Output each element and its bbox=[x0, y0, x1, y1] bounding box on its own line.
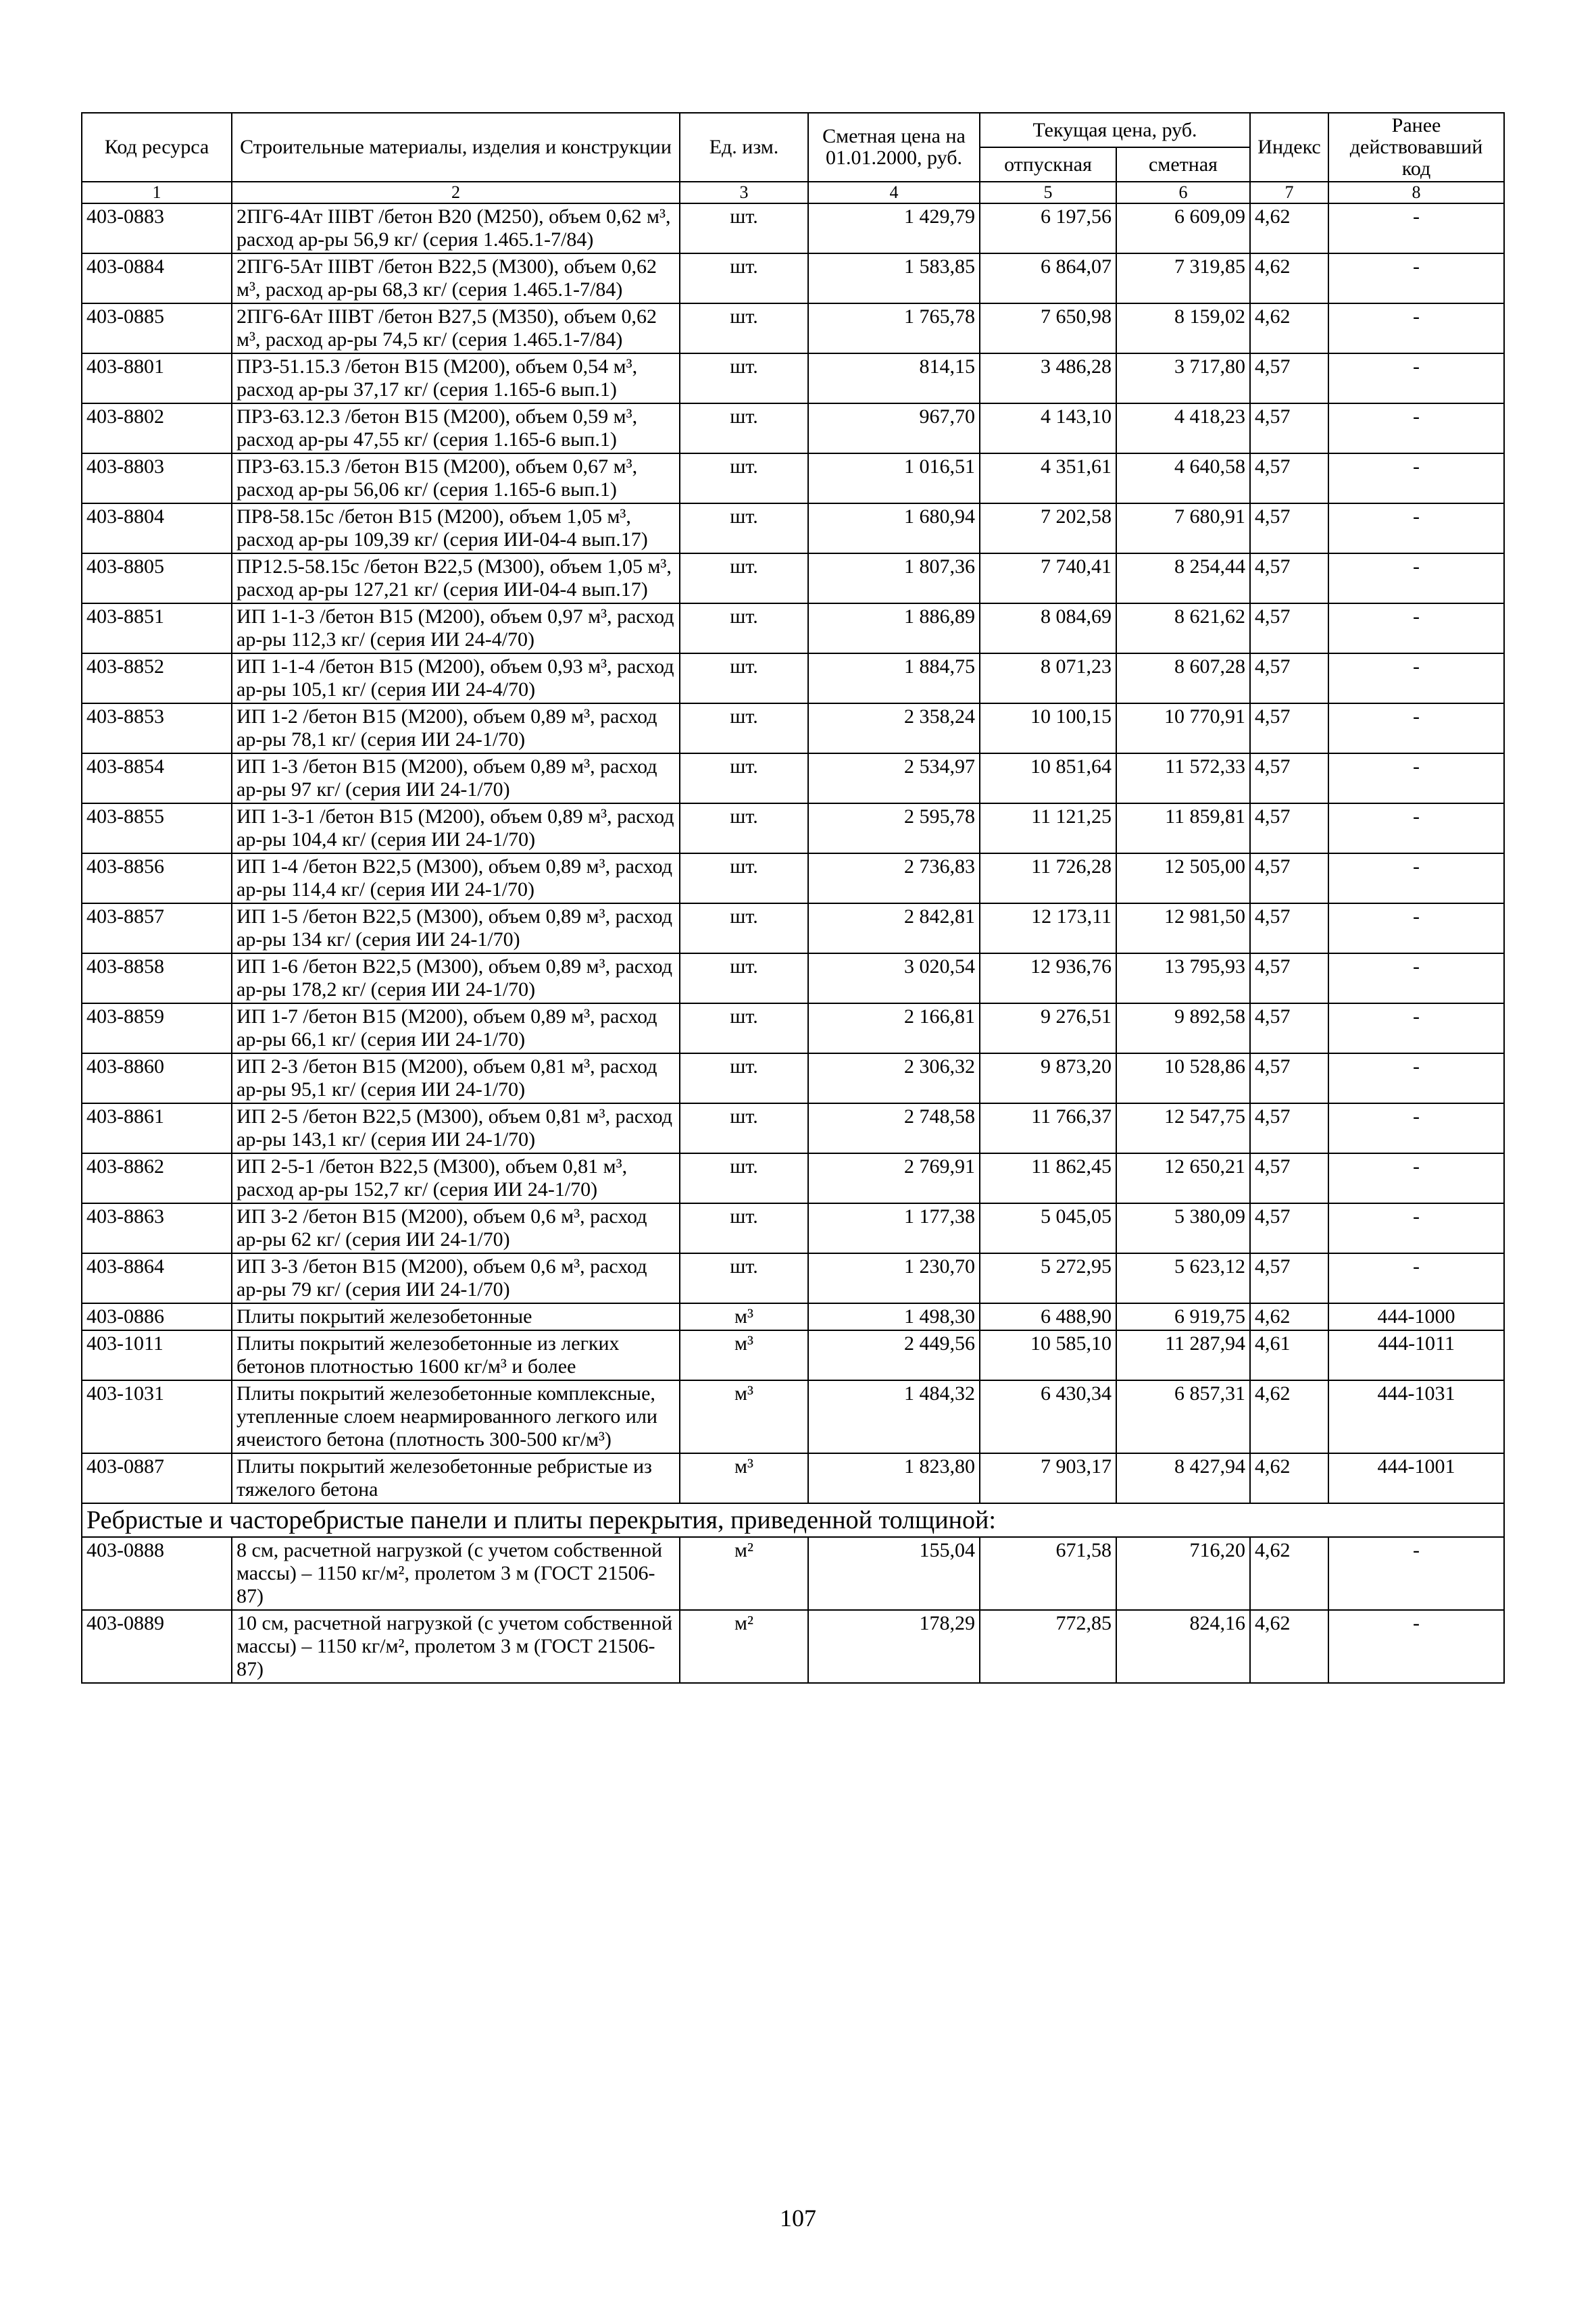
previous-code: - bbox=[1328, 603, 1504, 653]
material-name: Плиты покрытий железобетонные из легких бетонов плотностью 1600 кг/м³ и более bbox=[232, 1330, 680, 1380]
header-index: Индекс bbox=[1250, 113, 1328, 182]
sell-price: 671,58 bbox=[980, 1537, 1116, 1610]
resource-code: 403-0888 bbox=[82, 1537, 232, 1610]
price-index: 4,57 bbox=[1250, 1103, 1328, 1153]
previous-code: 444-1000 bbox=[1328, 1303, 1504, 1330]
previous-code: - bbox=[1328, 1537, 1504, 1610]
sell-price: 7 740,41 bbox=[980, 553, 1116, 603]
column-number: 8 bbox=[1328, 182, 1504, 203]
table-row bbox=[82, 803, 1504, 853]
unit: шт. bbox=[680, 803, 808, 853]
material-name: ПР3-51.15.3 /бетон В15 (М200), объем 0,54 м³, расход ар-ры 37,17 кг/ (серия 1.165-6 вып.1) bbox=[232, 353, 680, 403]
sell-price: 10 585,10 bbox=[980, 1330, 1116, 1380]
resource-code: 403-8861 bbox=[82, 1103, 232, 1153]
resource-code: 403-8863 bbox=[82, 1203, 232, 1253]
estimate-price: 8 607,28 bbox=[1116, 653, 1250, 703]
previous-code: - bbox=[1328, 753, 1504, 803]
unit: м² bbox=[680, 1537, 808, 1610]
base-price: 967,70 bbox=[808, 403, 980, 453]
material-name: ИП 2-5-1 /бетон В22,5 (М300), объем 0,81 м³, расход ар-ры 152,7 кг/ (серия ИИ 24-1/70) bbox=[232, 1153, 680, 1203]
resource-code: 403-8804 bbox=[82, 503, 232, 553]
table-row bbox=[82, 1103, 1504, 1153]
estimate-price: 10 770,91 bbox=[1116, 703, 1250, 753]
unit: м³ bbox=[680, 1380, 808, 1453]
unit: шт. bbox=[680, 403, 808, 453]
sell-price: 10 851,64 bbox=[980, 753, 1116, 803]
estimate-price: 5 623,12 bbox=[1116, 1253, 1250, 1303]
estimate-price: 11 572,33 bbox=[1116, 753, 1250, 803]
sell-price: 8 084,69 bbox=[980, 603, 1116, 653]
estimate-price: 6 919,75 bbox=[1116, 1303, 1250, 1330]
estimate-price: 4 640,58 bbox=[1116, 453, 1250, 503]
header-estimate-price: сметная bbox=[1116, 147, 1250, 182]
base-price: 3 020,54 bbox=[808, 953, 980, 1003]
estimate-price: 7 319,85 bbox=[1116, 253, 1250, 303]
sell-price: 7 202,58 bbox=[980, 503, 1116, 553]
unit: шт. bbox=[680, 353, 808, 403]
estimate-price: 8 159,02 bbox=[1116, 303, 1250, 353]
estimate-price: 12 505,00 bbox=[1116, 853, 1250, 903]
base-price: 2 534,97 bbox=[808, 753, 980, 803]
unit: шт. bbox=[680, 453, 808, 503]
header-current-price: Текущая цена, руб. bbox=[980, 113, 1250, 147]
material-name: ИП 1-2 /бетон В15 (М200), объем 0,89 м³, расход ар-ры 78,1 кг/ (серия ИИ 24-1/70) bbox=[232, 703, 680, 753]
resource-code: 403-8855 bbox=[82, 803, 232, 853]
base-price: 2 166,81 bbox=[808, 1003, 980, 1053]
material-name: ИП 1-5 /бетон В22,5 (М300), объем 0,89 м³, расход ар-ры 134 кг/ (серия ИИ 24-1/70) bbox=[232, 903, 680, 953]
previous-code: 444-1031 bbox=[1328, 1380, 1504, 1453]
previous-code: - bbox=[1328, 253, 1504, 303]
base-price: 1 765,78 bbox=[808, 303, 980, 353]
base-price: 1 886,89 bbox=[808, 603, 980, 653]
base-price: 1 484,32 bbox=[808, 1380, 980, 1453]
base-price: 2 358,24 bbox=[808, 703, 980, 753]
material-name: ИП 1-1-4 /бетон В15 (М200), объем 0,93 м³, расход ар-ры 105,1 кг/ (серия ИИ 24-4/70) bbox=[232, 653, 680, 703]
sell-price: 7 650,98 bbox=[980, 303, 1116, 353]
previous-code: - bbox=[1328, 1153, 1504, 1203]
material-name: ИП 1-4 /бетон В22,5 (М300), объем 0,89 м³, расход ар-ры 114,4 кг/ (серия ИИ 24-1/70) bbox=[232, 853, 680, 903]
table-body-section bbox=[82, 1537, 1504, 1683]
estimate-price: 12 547,75 bbox=[1116, 1103, 1250, 1153]
material-name: 2ПГ6-4Ат IIIВТ /бетон В20 (М250), объем 0,62 м³, расход ар-ры 56,9 кг/ (серия 1.465.1-7/84) bbox=[232, 203, 680, 253]
table-row bbox=[82, 903, 1504, 953]
unit: шт. bbox=[680, 1053, 808, 1103]
sell-price: 3 486,28 bbox=[980, 353, 1116, 403]
base-price: 1 884,75 bbox=[808, 653, 980, 703]
table-row bbox=[82, 1153, 1504, 1203]
previous-code: - bbox=[1328, 553, 1504, 603]
previous-code: - bbox=[1328, 1003, 1504, 1053]
estimate-price: 8 254,44 bbox=[1116, 553, 1250, 603]
table-row bbox=[82, 753, 1504, 803]
previous-code: - bbox=[1328, 503, 1504, 553]
base-price: 2 595,78 bbox=[808, 803, 980, 853]
table-row bbox=[82, 253, 1504, 303]
header-resource-code: Код ресурса bbox=[82, 113, 232, 182]
table-row bbox=[82, 1003, 1504, 1053]
estimate-price: 7 680,91 bbox=[1116, 503, 1250, 553]
price-index: 4,57 bbox=[1250, 953, 1328, 1003]
resource-code: 403-8856 bbox=[82, 853, 232, 903]
unit: шт. bbox=[680, 653, 808, 703]
material-name: ИП 1-1-3 /бетон В15 (М200), объем 0,97 м³, расход ар-ры 112,3 кг/ (серия ИИ 24-4/70) bbox=[232, 603, 680, 653]
price-index: 4,62 bbox=[1250, 1453, 1328, 1503]
column-number-row bbox=[82, 182, 1504, 203]
material-name: ИП 3-3 /бетон В15 (М200), объем 0,6 м³, расход ар-ры 79 кг/ (серия ИИ 24-1/70) bbox=[232, 1253, 680, 1303]
base-price: 1 583,85 bbox=[808, 253, 980, 303]
estimate-price: 6 609,09 bbox=[1116, 203, 1250, 253]
price-index: 4,62 bbox=[1250, 1380, 1328, 1453]
resource-code: 403-8858 bbox=[82, 953, 232, 1003]
resource-code: 403-8851 bbox=[82, 603, 232, 653]
estimate-price: 13 795,93 bbox=[1116, 953, 1250, 1003]
table-row bbox=[82, 1537, 1504, 1610]
resource-code: 403-0883 bbox=[82, 203, 232, 253]
estimate-price: 3 717,80 bbox=[1116, 353, 1250, 403]
base-price: 2 736,83 bbox=[808, 853, 980, 903]
resource-code: 403-8801 bbox=[82, 353, 232, 403]
sell-price: 772,85 bbox=[980, 1610, 1116, 1683]
material-name: Плиты покрытий железобетонные bbox=[232, 1303, 680, 1330]
base-price: 2 748,58 bbox=[808, 1103, 980, 1153]
header-materials: Строительные материалы, изделия и конструкции bbox=[232, 113, 680, 182]
base-price: 1 680,94 bbox=[808, 503, 980, 553]
resource-code: 403-0887 bbox=[82, 1453, 232, 1503]
table-row bbox=[82, 1053, 1504, 1103]
price-index: 4,57 bbox=[1250, 603, 1328, 653]
section-row bbox=[82, 1503, 1504, 1537]
base-price: 2 769,91 bbox=[808, 1153, 980, 1203]
previous-code: - bbox=[1328, 953, 1504, 1003]
previous-code: - bbox=[1328, 1103, 1504, 1153]
unit: шт. bbox=[680, 253, 808, 303]
material-name: Плиты покрытий железобетонные ребристые из тяжелого бетона bbox=[232, 1453, 680, 1503]
estimate-price: 6 857,31 bbox=[1116, 1380, 1250, 1453]
sell-price: 10 100,15 bbox=[980, 703, 1116, 753]
resource-code: 403-8862 bbox=[82, 1153, 232, 1203]
unit: шт. bbox=[680, 1203, 808, 1253]
previous-code: - bbox=[1328, 1253, 1504, 1303]
material-name: ИП 2-3 /бетон В15 (М200), объем 0,81 м³, расход ар-ры 95,1 кг/ (серия ИИ 24-1/70) bbox=[232, 1053, 680, 1103]
table-row bbox=[82, 653, 1504, 703]
column-number: 1 bbox=[82, 182, 232, 203]
header-unit: Ед. изм. bbox=[680, 113, 808, 182]
table-row bbox=[82, 1453, 1504, 1503]
table-row bbox=[82, 1303, 1504, 1330]
estimate-price: 824,16 bbox=[1116, 1610, 1250, 1683]
resource-code: 403-0884 bbox=[82, 253, 232, 303]
price-index: 4,57 bbox=[1250, 653, 1328, 703]
sell-price: 6 197,56 bbox=[980, 203, 1116, 253]
base-price: 2 842,81 bbox=[808, 903, 980, 953]
unit: шт. bbox=[680, 1003, 808, 1053]
sell-price: 6 864,07 bbox=[980, 253, 1116, 303]
table-row bbox=[82, 1610, 1504, 1683]
price-index: 4,62 bbox=[1250, 253, 1328, 303]
price-index: 4,62 bbox=[1250, 203, 1328, 253]
section-block bbox=[82, 1503, 1504, 1537]
header-base-price: Сметная цена на 01.01.2000, руб. bbox=[808, 113, 980, 182]
base-price: 1 177,38 bbox=[808, 1203, 980, 1253]
table-row bbox=[82, 1203, 1504, 1253]
sell-price: 5 045,05 bbox=[980, 1203, 1116, 1253]
base-price: 814,15 bbox=[808, 353, 980, 403]
material-name: 8 см, расчетной нагрузкой (с учетом собственной массы) – 1150 кг/м², пролетом 3 м (ГОСТ 21506-87) bbox=[232, 1537, 680, 1610]
table-row bbox=[82, 503, 1504, 553]
previous-code: - bbox=[1328, 703, 1504, 753]
unit: шт. bbox=[680, 1253, 808, 1303]
table-row bbox=[82, 303, 1504, 353]
price-index: 4,57 bbox=[1250, 503, 1328, 553]
resource-code: 403-0886 bbox=[82, 1303, 232, 1330]
sell-price: 11 766,37 bbox=[980, 1103, 1116, 1153]
resource-code: 403-8864 bbox=[82, 1253, 232, 1303]
material-name: ПР3-63.15.3 /бетон В15 (М200), объем 0,67 м³, расход ар-ры 56,06 кг/ (серия 1.165-6 вып.1) bbox=[232, 453, 680, 503]
price-index: 4,57 bbox=[1250, 1053, 1328, 1103]
resource-code: 403-8857 bbox=[82, 903, 232, 953]
resource-code: 403-1031 bbox=[82, 1380, 232, 1453]
price-index: 4,57 bbox=[1250, 903, 1328, 953]
price-index: 4,62 bbox=[1250, 1303, 1328, 1330]
table-row bbox=[82, 853, 1504, 903]
unit: шт. bbox=[680, 1103, 808, 1153]
price-index: 4,57 bbox=[1250, 1153, 1328, 1203]
material-name: ПР12.5-58.15с /бетон В22,5 (М300), объем 1,05 м³, расход ар-ры 127,21 кг/ (серия ИИ-04-4 вып.17) bbox=[232, 553, 680, 603]
column-number: 6 bbox=[1116, 182, 1250, 203]
price-index: 4,57 bbox=[1250, 553, 1328, 603]
table-row bbox=[82, 203, 1504, 253]
price-table bbox=[81, 112, 1505, 1684]
price-index: 4,57 bbox=[1250, 803, 1328, 853]
resource-code: 403-1011 bbox=[82, 1330, 232, 1380]
sell-price: 5 272,95 bbox=[980, 1253, 1116, 1303]
sell-price: 8 071,23 bbox=[980, 653, 1116, 703]
column-number: 5 bbox=[980, 182, 1116, 203]
material-name: 10 см, расчетной нагрузкой (с учетом собственной массы) – 1150 кг/м², пролетом 3 м (ГОСТ 21506-87) bbox=[232, 1610, 680, 1683]
sell-price: 6 488,90 bbox=[980, 1303, 1116, 1330]
material-name: ИП 1-6 /бетон В22,5 (М300), объем 0,89 м³, расход ар-ры 178,2 кг/ (серия ИИ 24-1/70) bbox=[232, 953, 680, 1003]
price-index: 4,57 bbox=[1250, 753, 1328, 803]
material-name: 2ПГ6-6Ат IIIВТ /бетон В27,5 (М350), объем 0,62 м³, расход ар-ры 74,5 кг/ (серия 1.465.1-7/84) bbox=[232, 303, 680, 353]
base-price: 1 230,70 bbox=[808, 1253, 980, 1303]
table-row bbox=[82, 1330, 1504, 1380]
resource-code: 403-8852 bbox=[82, 653, 232, 703]
unit: шт. bbox=[680, 853, 808, 903]
base-price: 178,29 bbox=[808, 1610, 980, 1683]
estimate-price: 12 981,50 bbox=[1116, 903, 1250, 953]
estimate-price: 8 427,94 bbox=[1116, 1453, 1250, 1503]
sell-price: 9 873,20 bbox=[980, 1053, 1116, 1103]
previous-code: - bbox=[1328, 453, 1504, 503]
previous-code: - bbox=[1328, 853, 1504, 903]
base-price: 1 016,51 bbox=[808, 453, 980, 503]
material-name: ИП 2-5 /бетон В22,5 (М300), объем 0,81 м³, расход ар-ры 143,1 кг/ (серия ИИ 24-1/70) bbox=[232, 1103, 680, 1153]
sell-price: 6 430,34 bbox=[980, 1380, 1116, 1453]
price-index: 4,57 bbox=[1250, 1203, 1328, 1253]
table-row bbox=[82, 1253, 1504, 1303]
sell-price: 9 276,51 bbox=[980, 1003, 1116, 1053]
price-index: 4,57 bbox=[1250, 1003, 1328, 1053]
unit: шт. bbox=[680, 703, 808, 753]
previous-code: - bbox=[1328, 653, 1504, 703]
resource-code: 403-8860 bbox=[82, 1053, 232, 1103]
previous-code: - bbox=[1328, 903, 1504, 953]
resource-code: 403-0889 bbox=[82, 1610, 232, 1683]
price-index: 4,57 bbox=[1250, 703, 1328, 753]
base-price: 1 429,79 bbox=[808, 203, 980, 253]
estimate-price: 11 287,94 bbox=[1116, 1330, 1250, 1380]
price-index: 4,62 bbox=[1250, 303, 1328, 353]
estimate-price: 9 892,58 bbox=[1116, 1003, 1250, 1053]
unit: м³ bbox=[680, 1330, 808, 1380]
price-index: 4,57 bbox=[1250, 353, 1328, 403]
sell-price: 11 121,25 bbox=[980, 803, 1116, 853]
material-name: ИП 1-7 /бетон В15 (М200), объем 0,89 м³, расход ар-ры 66,1 кг/ (серия ИИ 24-1/70) bbox=[232, 1003, 680, 1053]
sell-price: 7 903,17 bbox=[980, 1453, 1116, 1503]
header-sell-price: отпускная bbox=[980, 147, 1116, 182]
unit: шт. bbox=[680, 953, 808, 1003]
unit: шт. bbox=[680, 303, 808, 353]
unit: м³ bbox=[680, 1303, 808, 1330]
estimate-price: 11 859,81 bbox=[1116, 803, 1250, 853]
unit: шт. bbox=[680, 503, 808, 553]
unit: м³ bbox=[680, 1453, 808, 1503]
material-name: Плиты покрытий железобетонные комплексные, утепленные слоем неармированного легкого или ячеистого бетона (плотность 300-500 кг/м³) bbox=[232, 1380, 680, 1453]
price-index: 4,61 bbox=[1250, 1330, 1328, 1380]
resource-code: 403-8803 bbox=[82, 453, 232, 503]
table-row bbox=[82, 1380, 1504, 1453]
sell-price: 4 143,10 bbox=[980, 403, 1116, 453]
material-name: ПР8-58.15с /бетон В15 (М200), объем 1,05 м³, расход ар-ры 109,39 кг/ (серия ИИ-04-4 вып.17) bbox=[232, 503, 680, 553]
sell-price: 11 862,45 bbox=[980, 1153, 1116, 1203]
sell-price: 4 351,61 bbox=[980, 453, 1116, 503]
unit: м² bbox=[680, 1610, 808, 1683]
column-number: 3 bbox=[680, 182, 808, 203]
previous-code: - bbox=[1328, 203, 1504, 253]
previous-code: 444-1011 bbox=[1328, 1330, 1504, 1380]
previous-code: - bbox=[1328, 1610, 1504, 1683]
base-price: 2 306,32 bbox=[808, 1053, 980, 1103]
header-previous-code: Ранее действовавший код bbox=[1328, 113, 1504, 182]
column-number: 2 bbox=[232, 182, 680, 203]
base-price: 2 449,56 bbox=[808, 1330, 980, 1380]
resource-code: 403-8853 bbox=[82, 703, 232, 753]
resource-code: 403-8802 bbox=[82, 403, 232, 453]
base-price: 1 807,36 bbox=[808, 553, 980, 603]
unit: шт. bbox=[680, 553, 808, 603]
estimate-price: 12 650,21 bbox=[1116, 1153, 1250, 1203]
estimate-price: 4 418,23 bbox=[1116, 403, 1250, 453]
table-body bbox=[82, 203, 1504, 1503]
unit: шт. bbox=[680, 603, 808, 653]
previous-code: - bbox=[1328, 1203, 1504, 1253]
sell-price: 12 936,76 bbox=[980, 953, 1116, 1003]
table-row bbox=[82, 953, 1504, 1003]
base-price: 1 498,30 bbox=[808, 1303, 980, 1330]
price-index: 4,62 bbox=[1250, 1610, 1328, 1683]
table-row bbox=[82, 703, 1504, 753]
base-price: 155,04 bbox=[808, 1537, 980, 1610]
estimate-price: 8 621,62 bbox=[1116, 603, 1250, 653]
resource-code: 403-8854 bbox=[82, 753, 232, 803]
column-number: 4 bbox=[808, 182, 980, 203]
price-index: 4,57 bbox=[1250, 403, 1328, 453]
previous-code: - bbox=[1328, 303, 1504, 353]
section-title: Ребристые и часторебристые панели и плиты перекрытия, приведенной толщиной: bbox=[82, 1503, 1504, 1537]
table-row bbox=[82, 453, 1504, 503]
material-name: ИП 1-3 /бетон В15 (М200), объем 0,89 м³, расход ар-ры 97 кг/ (серия ИИ 24-1/70) bbox=[232, 753, 680, 803]
previous-code: - bbox=[1328, 1053, 1504, 1103]
estimate-price: 716,20 bbox=[1116, 1537, 1250, 1610]
price-index: 4,57 bbox=[1250, 1253, 1328, 1303]
price-index: 4,57 bbox=[1250, 453, 1328, 503]
material-name: ПР3-63.12.3 /бетон В15 (М200), объем 0,59 м³, расход ар-ры 47,55 кг/ (серия 1.165-6 вып.1) bbox=[232, 403, 680, 453]
resource-code: 403-8805 bbox=[82, 553, 232, 603]
column-number: 7 bbox=[1250, 182, 1328, 203]
sell-price: 11 726,28 bbox=[980, 853, 1116, 903]
unit: шт. bbox=[680, 1153, 808, 1203]
sell-price: 12 173,11 bbox=[980, 903, 1116, 953]
page-number: 107 bbox=[780, 2205, 816, 2232]
previous-code: - bbox=[1328, 403, 1504, 453]
material-name: ИП 3-2 /бетон В15 (М200), объем 0,6 м³, расход ар-ры 62 кг/ (серия ИИ 24-1/70) bbox=[232, 1203, 680, 1253]
table-row bbox=[82, 553, 1504, 603]
price-index: 4,62 bbox=[1250, 1537, 1328, 1610]
resource-code: 403-0885 bbox=[82, 303, 232, 353]
resource-code: 403-8859 bbox=[82, 1003, 232, 1053]
table-row bbox=[82, 403, 1504, 453]
price-index: 4,57 bbox=[1250, 853, 1328, 903]
unit: шт. bbox=[680, 903, 808, 953]
estimate-price: 10 528,86 bbox=[1116, 1053, 1250, 1103]
material-name: ИП 1-3-1 /бетон В15 (М200), объем 0,89 м³, расход ар-ры 104,4 кг/ (серия ИИ 24-1/70) bbox=[232, 803, 680, 853]
estimate-price: 5 380,09 bbox=[1116, 1203, 1250, 1253]
base-price: 1 823,80 bbox=[808, 1453, 980, 1503]
material-name: 2ПГ6-5Ат IIIВТ /бетон В22,5 (М300), объем 0,62 м³, расход ар-ры 68,3 кг/ (серия 1.465.1-7/84) bbox=[232, 253, 680, 303]
previous-code: - bbox=[1328, 803, 1504, 853]
previous-code: 444-1001 bbox=[1328, 1453, 1504, 1503]
header-row bbox=[82, 113, 1504, 147]
table-row bbox=[82, 603, 1504, 653]
previous-code: - bbox=[1328, 353, 1504, 403]
unit: шт. bbox=[680, 203, 808, 253]
unit: шт. bbox=[680, 753, 808, 803]
table-row bbox=[82, 353, 1504, 403]
